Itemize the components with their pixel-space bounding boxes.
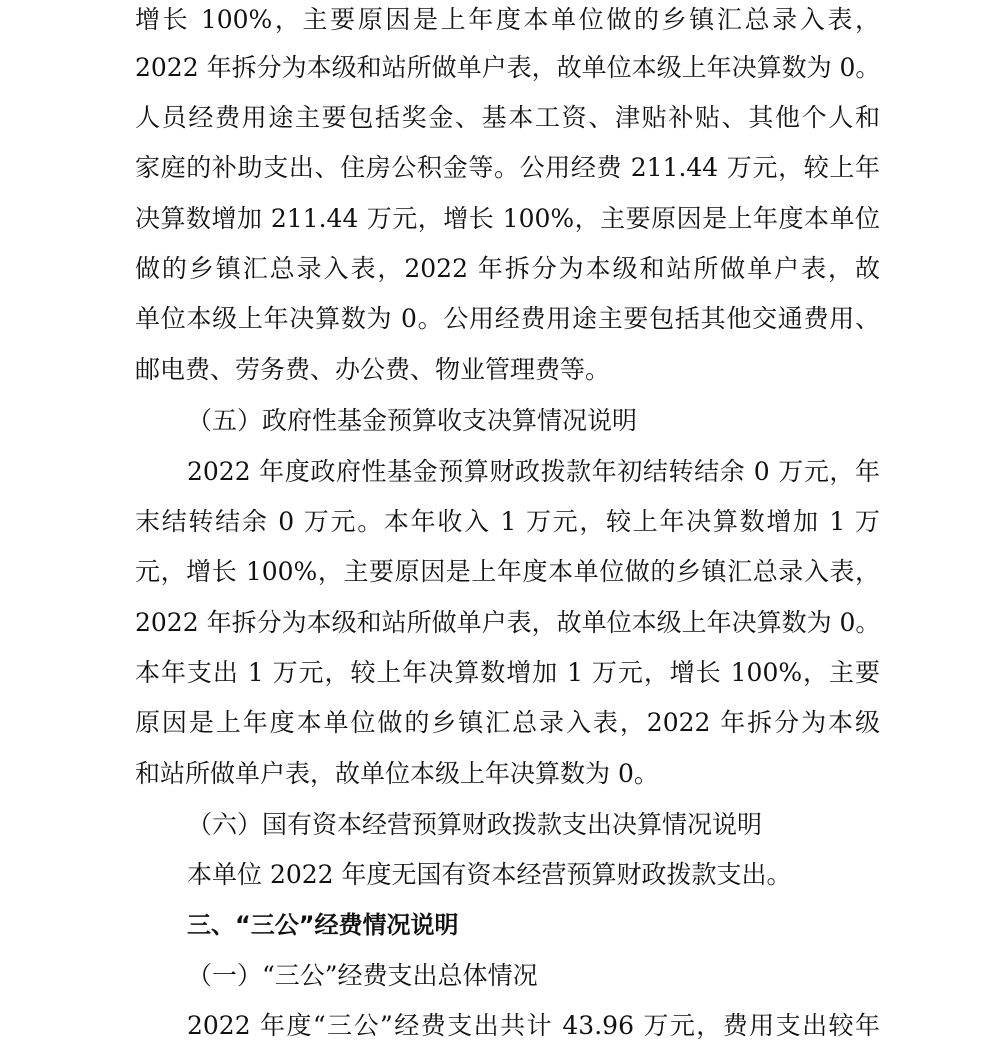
paragraph-line: 本年支出 1 万元，较上年决算数增加 1 万元，增长 100%，主要 xyxy=(135,658,880,687)
paragraph-line: 2022 年拆分为本级和站所做单户表，故单位本级上年决算数为 0。 xyxy=(135,53,880,82)
paragraph-line: 家庭的补助支出、住房公积金等。公用经费 211.44 万元，较上年 xyxy=(135,153,880,182)
section-heading-6: （六）国有资本经营预算财政拨款支出决算情况说明 xyxy=(187,810,763,839)
section-heading-1: （一）“三公”经费支出总体情况 xyxy=(187,961,538,990)
paragraph-line: 增长 100%，主要原因是上年度本单位做的乡镇汇总录入表， xyxy=(135,5,880,34)
section-heading-5: （五）政府性基金预算收支决算情况说明 xyxy=(187,406,638,435)
paragraph-line: 邮电费、劳务费、办公费、物业管理费等。 xyxy=(135,355,611,384)
paragraph-line: 做的乡镇汇总录入表，2022 年拆分为本级和站所做单户表，故 xyxy=(135,254,880,283)
paragraph-line: 末结转结余 0 万元。本年收入 1 万元，较上年决算数增加 1 万 xyxy=(135,507,880,536)
paragraph-line: 决算数增加 211.44 万元，增长 100%，主要原因是上年度本单位 xyxy=(135,204,880,233)
paragraph-line: 人员经费用途主要包括奖金、基本工资、津贴补贴、其他个人和 xyxy=(135,103,880,132)
paragraph-line: 原因是上年度本单位做的乡镇汇总录入表，2022 年拆分为本级 xyxy=(135,708,880,737)
paragraph-line: 2022 年拆分为本级和站所做单户表，故单位本级上年决算数为 0。 xyxy=(135,608,880,637)
paragraph-line: 单位本级上年决算数为 0。公用经费用途主要包括其他交通费用、 xyxy=(135,304,880,333)
section-heading-main-3: 三、“三公”经费情况说明 xyxy=(187,911,459,939)
paragraph-line: 本单位 2022 年度无国有资本经营预算财政拨款支出。 xyxy=(187,860,792,889)
paragraph-line: 元，增长 100%，主要原因是上年度本单位做的乡镇汇总录入表， xyxy=(135,557,880,586)
paragraph-line: 和站所做单户表，故单位本级上年决算数为 0。 xyxy=(135,759,659,788)
paragraph-line: 2022 年度政府性基金预算财政拨款年初结转结余 0 万元，年 xyxy=(187,457,880,486)
paragraph-line: 2022 年度“三公”经费支出共计 43.96 万元，费用支出较年 xyxy=(187,1011,880,1040)
